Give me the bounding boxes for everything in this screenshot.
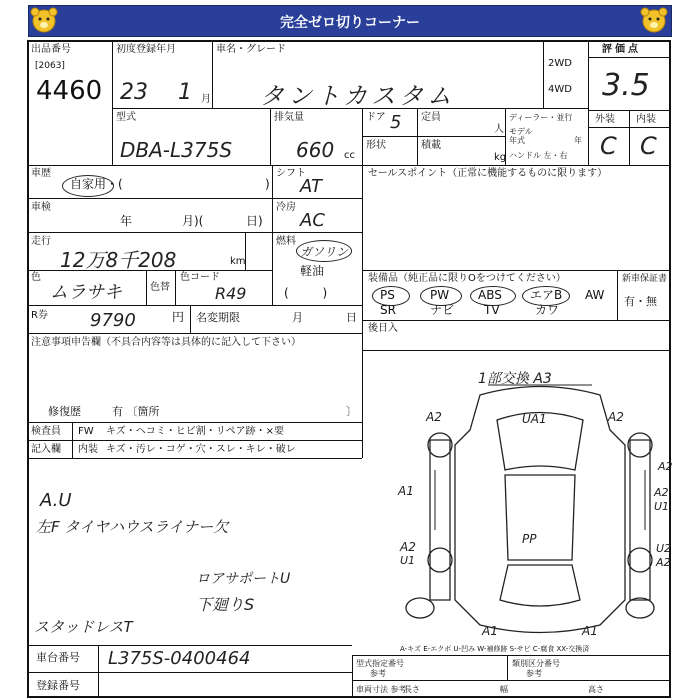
fuel-value: ガソリン: [300, 245, 349, 259]
damage-mark-a2-left-rear: A2: [400, 540, 416, 554]
recycle-value: 9790: [90, 310, 136, 331]
handle-label: ハンドル 左・右: [509, 151, 568, 160]
lot-small-code: [2063]: [35, 61, 65, 71]
entry-label: 記入欄: [31, 444, 61, 455]
banner-title: 完全ゼロ切りコーナー: [280, 15, 420, 31]
damage-mark-a2-right-rear: A2: [656, 556, 671, 569]
equip-abs: ABS: [478, 288, 502, 302]
load-label: 積載: [421, 140, 441, 151]
diagram-top-note: 1部交換 A3: [478, 371, 552, 387]
doors-value: 5: [390, 112, 402, 133]
declaration-label: 注意事項申告欄（不具合内容等は具体的に記入して下さい）: [31, 337, 301, 348]
exterior-label: 外装: [595, 114, 615, 125]
displacement-label: 排気量: [274, 112, 304, 123]
fuel-option: 軽油: [300, 264, 325, 278]
rear-seat-label: 後日入: [368, 323, 398, 334]
equip-pw: PW: [430, 288, 450, 302]
recycle-label: R券: [31, 310, 48, 321]
class-reference: 参考: [526, 669, 542, 678]
capacity-label: 定員: [421, 112, 441, 123]
damage-mark-a2-front-left: A2: [426, 410, 442, 424]
interior-label: 内装: [636, 114, 656, 125]
fuel-label: 燃料: [276, 236, 296, 247]
inspection-day: 日): [246, 214, 263, 228]
reg-year-label: 初度登録年月: [116, 44, 176, 55]
mileage-value: 12万8千208: [60, 248, 177, 272]
capacity-unit: 人: [494, 124, 504, 135]
load-unit: kg: [494, 152, 507, 163]
chassis-value: L375S-0400464: [108, 648, 251, 669]
model-label: 車名・グレード: [216, 44, 286, 55]
handwritten-note-4: 下廻りS: [196, 595, 255, 614]
model-year-label2: 年式: [509, 136, 525, 145]
history-value: 自家用・(: [70, 177, 123, 191]
dealer-label: ディーラー・並行: [509, 113, 573, 122]
reg-year-value: 23: [120, 80, 148, 105]
equip-leather: カワ: [535, 303, 560, 317]
exterior-value: C: [600, 132, 617, 160]
fuel-paren: ( ): [284, 286, 328, 300]
shift-value: AT: [300, 176, 322, 197]
marks-row1: キズ・ヘコミ・ヒビ割・リペア跡・×要: [106, 426, 284, 437]
mileage-unit: km: [230, 256, 246, 267]
shift-label: シフト: [276, 168, 306, 179]
repair-value: 有 〔箇所: [112, 405, 160, 418]
color-value: ムラサキ: [50, 282, 122, 303]
handwritten-note-1: A.U: [40, 490, 72, 511]
damage-mark-a1-rear-left: A1: [482, 624, 498, 638]
ac-label: 冷房: [276, 202, 296, 213]
height-label: 高さ: [588, 685, 604, 694]
repair-label: 修復歴: [48, 405, 81, 418]
equip-airbag: エアB: [530, 288, 563, 302]
entry-interior: 内装: [78, 444, 98, 455]
chassis-label: 車台番号: [36, 651, 80, 664]
inspection-year: 年: [120, 214, 133, 228]
color-code-value: R49: [215, 284, 247, 303]
selling-label: セールスポイント（正常に機能するものに限ります）: [368, 168, 608, 179]
ac-value: AC: [300, 210, 325, 231]
displacement-unit: cc: [344, 150, 355, 161]
inspection-label: 車検: [31, 202, 51, 213]
interior-value: C: [640, 132, 657, 160]
recycle-unit: 円: [172, 310, 185, 324]
damage-mark-u1-left-rear: U1: [400, 554, 416, 567]
mileage-label: 走行: [31, 236, 51, 247]
dims-label: 車両寸法 参考: [356, 685, 407, 694]
damage-mark-pp: PP: [522, 532, 537, 546]
damage-mark-a2-right-mid: A2: [654, 486, 669, 499]
drive-2wd: 2WD: [548, 58, 572, 69]
warranty-label: 新車保証書: [622, 274, 668, 284]
score-label: 評価点: [602, 44, 641, 55]
history-close: ): [265, 177, 270, 191]
type-label: 型式: [116, 112, 136, 123]
lot-label: 出品番号: [31, 44, 71, 55]
equip-aw: AW: [585, 288, 605, 302]
damage-mark-u1-right: U1: [654, 500, 670, 513]
history-label: 車歴: [31, 168, 51, 179]
designated-label: 型式指定番号: [356, 659, 404, 668]
inspector-label: 検査員: [31, 426, 61, 437]
handwritten-note-3: ロアサポートU: [196, 571, 291, 587]
inspector-fw: FW: [78, 426, 94, 437]
width-label: 幅: [500, 685, 508, 694]
damage-mark-a2-front-right: A2: [608, 410, 624, 424]
type-value: DBA-L375S: [120, 138, 233, 162]
equip-tv: TV: [484, 303, 500, 317]
class-label: 類別区分番号: [512, 659, 560, 668]
model-year-unit: 年: [574, 136, 582, 145]
damage-mark-a2-right: A2: [658, 460, 673, 473]
handwritten-note-5: スタッドレスT: [34, 618, 133, 636]
damage-mark-a1-left: A1: [398, 484, 414, 498]
shape-label: 形状: [366, 140, 386, 151]
name-change-label: 名変期限: [196, 311, 240, 324]
reg-month-value: 1: [178, 80, 192, 105]
drive-4wd: 4WD: [548, 84, 572, 95]
diagram-legend: A-キズ E-エクボ U-凹み W-補修跡 S-サビ C-腐食 XX-交換済: [400, 645, 590, 653]
color-label: 色: [31, 272, 41, 283]
name-change-month: 月: [292, 311, 303, 324]
registration-label: 登録番号: [36, 679, 80, 692]
marks-row2: キズ・汚レ・コゲ・穴・スレ・キレ・破レ: [106, 444, 296, 455]
damage-mark-a1-rear-right: A1: [582, 624, 598, 638]
inspection-month: 月)(: [182, 214, 204, 228]
equip-ps: PS: [380, 288, 395, 302]
handwritten-note-2: 左F タイヤハウスライナー欠: [36, 518, 229, 536]
damage-mark-u2-right-rear: U2: [656, 542, 672, 555]
repair-close: 〕: [346, 405, 357, 418]
warranty-value: 有・無: [624, 295, 657, 308]
model-value: タントカスタム: [260, 82, 456, 110]
equip-navi: ナビ: [430, 303, 455, 317]
equipment-label: 装備品（純正品に限りOをつけてください）: [368, 273, 566, 284]
equip-sr: SR: [380, 303, 396, 317]
model-year-label1: モデル: [509, 127, 533, 136]
length-label: 長さ: [404, 685, 420, 694]
designated-reference: 参考: [370, 669, 386, 678]
damage-mark-ua1: UA1: [522, 412, 547, 426]
score-value: 3.5: [602, 68, 650, 103]
reg-month-unit: 月: [201, 94, 211, 105]
color-change-label: 色替: [150, 282, 170, 293]
displacement-value: 660: [296, 138, 335, 162]
name-change-day: 日: [346, 311, 357, 324]
doors-label: ドア: [366, 112, 386, 123]
lot-number: 4460: [36, 76, 103, 106]
color-code-label: 色コード: [180, 272, 220, 283]
